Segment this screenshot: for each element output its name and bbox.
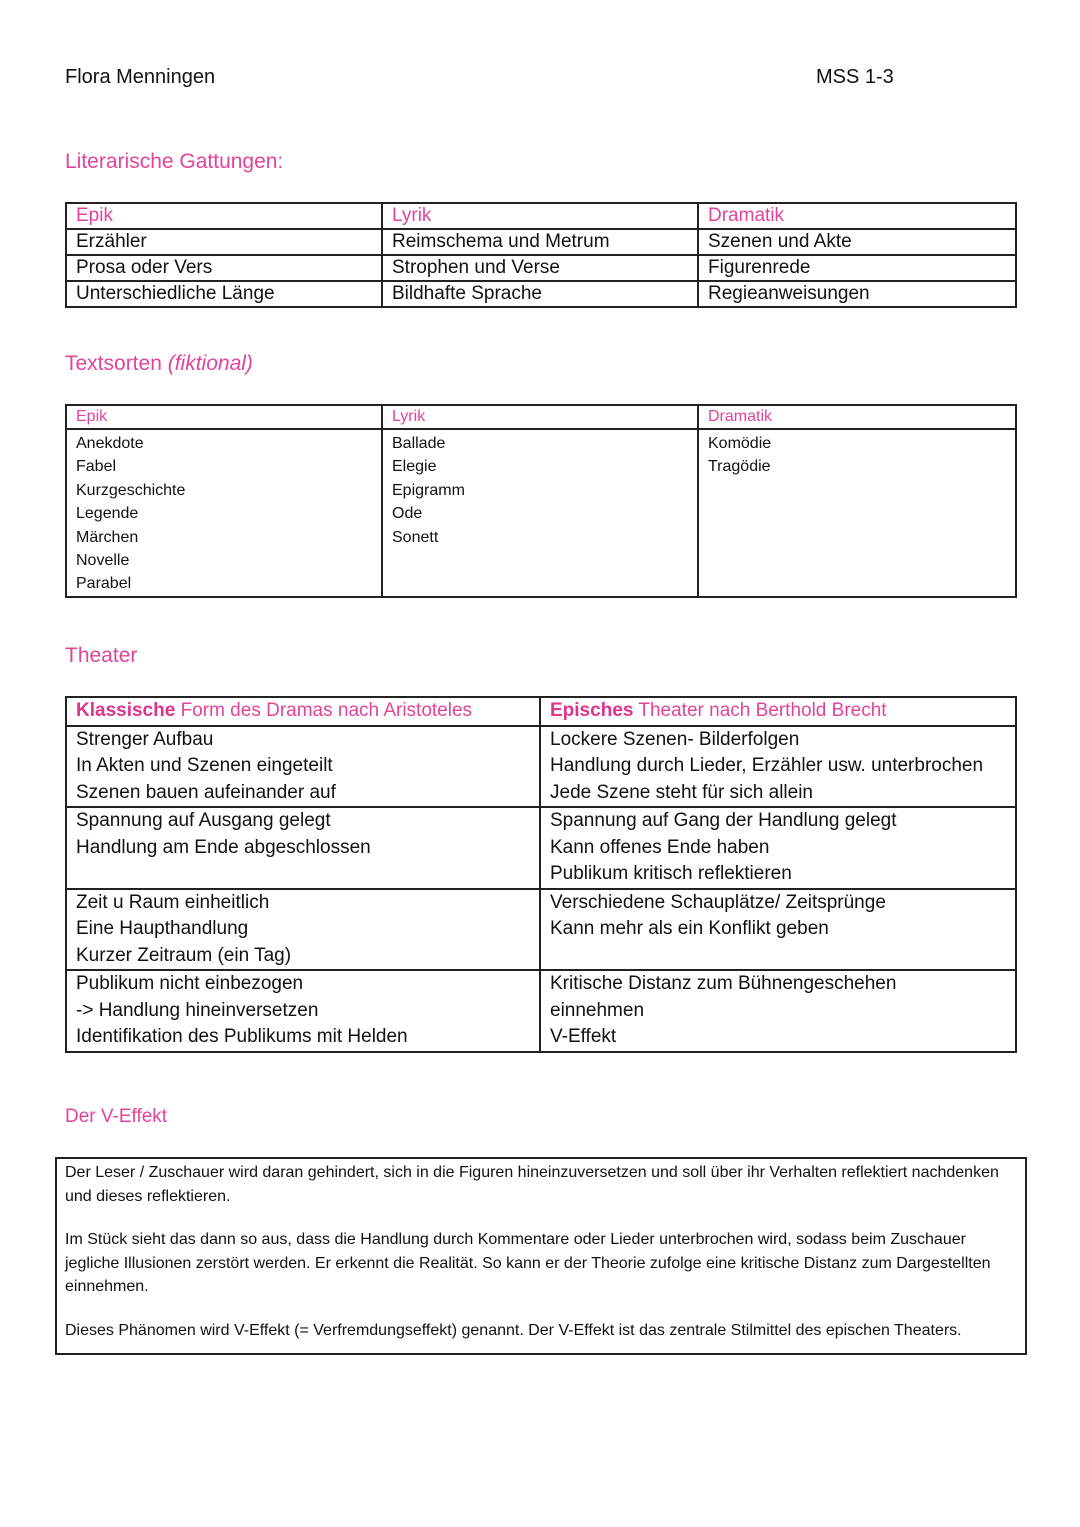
table-cell-episch xyxy=(540,889,1016,971)
textsorten-title-text: Textsorten xyxy=(65,352,162,375)
table-header-row xyxy=(66,203,1016,229)
column-header-lyrik: Lyrik xyxy=(382,203,698,229)
section-title-textsorten xyxy=(65,352,253,376)
textsorten-title-qualifier: (fiktional) xyxy=(167,352,253,375)
list-item: Komödie xyxy=(708,435,772,452)
cell-line: In Akten und Szenen eingeteilt xyxy=(76,755,333,776)
textsorten-table xyxy=(65,404,1017,598)
cell-line: Publikum nicht einbezogen xyxy=(76,973,304,994)
table-cell-klassisch xyxy=(66,889,540,971)
list-item: Parabel xyxy=(76,575,132,593)
paragraph: Dieses Phänomen wird V-Effekt (= Verfremdungseffekt) genannt. Der V-Effekt ist das zentrale Stilmittel des epischen Theaters. xyxy=(65,1321,962,1339)
table-cell-klassisch xyxy=(66,970,540,1052)
table-row xyxy=(66,229,1016,255)
table-cell: Prosa oder Vers xyxy=(66,255,382,281)
cell-line: Szenen bauen aufeinander auf xyxy=(76,781,336,803)
section-title-veffekt: Der V-Effekt xyxy=(65,1106,168,1127)
list-item: Kurzgeschichte xyxy=(76,481,186,499)
table-row xyxy=(66,281,1016,307)
list-item: Sonett xyxy=(392,528,439,546)
list-item: Novelle xyxy=(76,552,130,570)
list-item: Fabel xyxy=(76,458,117,476)
lyrik-list xyxy=(382,429,698,597)
cell-line: Spannung auf Gang der Handlung gelegt xyxy=(550,810,897,831)
header-rest: Form des Dramas nach Aristoteles xyxy=(175,700,473,721)
header-bold-part: Klassische xyxy=(76,700,176,721)
cell-line: Kann mehr als ein Konflikt geben xyxy=(550,918,829,939)
list-item: Ballade xyxy=(392,435,446,452)
table-cell: Strophen und Verse xyxy=(382,255,698,281)
table-row xyxy=(66,255,1016,281)
list-item: Elegie xyxy=(392,458,437,476)
course-label: MSS 1-3 xyxy=(816,66,894,88)
cell-line: Strenger Aufbau xyxy=(76,728,214,750)
epik-list xyxy=(66,429,382,597)
cell-line: Verschiedene Schauplätze/ Zeitsprünge xyxy=(550,891,886,913)
cell-line: einnehmen xyxy=(550,999,645,1021)
cell-line: Lockere Szenen- Bilderfolgen xyxy=(550,728,800,750)
column-header-dramatik: Dramatik xyxy=(698,203,1016,229)
cell-line: Zeit u Raum einheitlich xyxy=(76,891,270,913)
column-header-dramatik: Dramatik xyxy=(698,405,1016,429)
table-header-row xyxy=(66,405,1016,429)
cell-line: Eine Haupthandlung xyxy=(76,918,249,939)
cell-line: Identifikation des Publikums mit Helden xyxy=(76,1026,408,1047)
list-item: Märchen xyxy=(76,528,139,546)
cell-line: V-Effekt xyxy=(550,1026,617,1047)
table-row xyxy=(66,429,1016,597)
cell-line: Spannung auf Ausgang gelegt xyxy=(76,810,331,831)
table-header-row xyxy=(66,697,1016,726)
table-cell: Reimschema und Metrum xyxy=(382,229,698,255)
paragraph: Der Leser / Zuschauer wird daran gehindert, sich in die Figuren hineinzuversetzen und soll über ihr Verhalten reflektiert nachdenken und dieses reflektieren. xyxy=(65,1164,999,1205)
theater-comparison-table xyxy=(65,696,1017,1053)
table-cell: Unterschiedliche Länge xyxy=(66,281,382,307)
cell-line: Kann offenes Ende haben xyxy=(550,836,770,858)
table-cell: Regieanweisungen xyxy=(698,281,1016,307)
table-cell: Figurenrede xyxy=(698,255,1016,281)
table-cell: Erzähler xyxy=(66,229,382,255)
table-cell-episch xyxy=(540,726,1016,808)
list-item: Epigramm xyxy=(392,481,465,499)
column-header-lyrik: Lyrik xyxy=(382,405,698,429)
section-title-gattungen: Literarische Gattungen: xyxy=(65,150,284,173)
table-cell: Bildhafte Sprache xyxy=(382,281,698,307)
table-cell: Szenen und Akte xyxy=(698,229,1016,255)
list-item: Legende xyxy=(76,505,139,523)
table-row xyxy=(66,889,1016,971)
column-header-klassisch xyxy=(66,697,540,726)
cell-line: Kritische Distanz zum Bühnengeschehen xyxy=(550,973,897,994)
gattungen-table xyxy=(65,202,1017,308)
header-rest: Theater nach Berthold Brecht xyxy=(633,700,887,721)
cell-line: Handlung am Ende abgeschlossen xyxy=(76,836,371,858)
table-row xyxy=(66,970,1016,1052)
cell-line: Jede Szene steht für sich allein xyxy=(550,781,813,803)
table-cell-klassisch xyxy=(66,807,540,889)
table-cell-klassisch xyxy=(66,726,540,808)
section-title-theater: Theater xyxy=(65,644,138,667)
cell-line: -> Handlung hineinversetzen xyxy=(76,999,319,1021)
table-cell-episch xyxy=(540,807,1016,889)
cell-line: Kurzer Zeitraum (ein Tag) xyxy=(76,944,292,966)
dramatik-list xyxy=(698,429,1016,597)
table-row xyxy=(66,726,1016,808)
cell-line: Handlung durch Lieder, Erzähler usw. unterbrochen xyxy=(550,755,984,776)
table-row xyxy=(66,807,1016,889)
list-item: Tragödie xyxy=(708,458,771,476)
column-header-epik: Epik xyxy=(66,405,382,429)
veffekt-text-box xyxy=(55,1157,1027,1355)
column-header-epik: Epik xyxy=(66,203,382,229)
list-item: Ode xyxy=(392,505,423,523)
header-bold-part: Episches xyxy=(550,700,634,721)
paragraph: Im Stück sieht das dann so aus, dass die Handlung durch Kommentare oder Lieder unterbrochen wird, sodass beim Zuschauer jegliche Illusionen zerstört werden. Er erkennt die Realität. So kann er der Theorie zufolge eine kritische Distanz zum Dargestellten einnehmen. xyxy=(65,1231,991,1295)
author-name: Flora Menningen xyxy=(65,66,216,88)
table-cell-episch xyxy=(540,970,1016,1052)
list-item: Anekdote xyxy=(76,435,144,452)
cell-line: Publikum kritisch reflektieren xyxy=(550,863,792,884)
column-header-episch xyxy=(540,697,1016,726)
